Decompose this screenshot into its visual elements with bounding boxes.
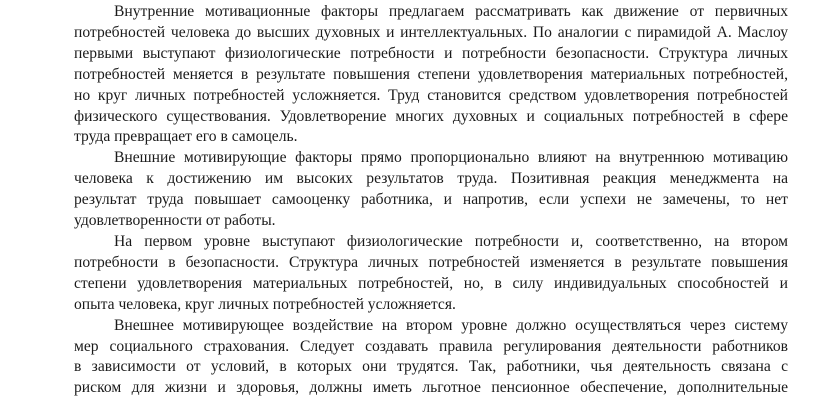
paragraph-4 [34, 316, 788, 400]
paragraph-2 [34, 148, 788, 232]
text-line: но круг личных потребностей усложняется. Труд становится средством удовлетворения потребностей [74, 86, 788, 104]
text-line: первыми выступают физиологические потребности и потребности безопасности. Структура личных [74, 44, 788, 62]
text-line: результат труда повышает самооценку работника, и напротив, если успехи не замечены, то нет [74, 191, 788, 209]
paragraph-3 [34, 232, 788, 316]
text-line: риском для жизни и здоровья, должны иметь льготное пенсионное обеспечение, дополнительные [74, 379, 788, 397]
text-line: Внутренние мотивационные факторы предлагаем рассматривать как движение от первичных [114, 3, 788, 20]
text-line: На первом уровне выступают физиологические потребности и, соответственно, на втором [114, 232, 788, 250]
text-line: потребностей меняется в результате повышения степени удовлетворения материальных потребностей, [74, 65, 788, 83]
text-line: в зависимости от условий, в которых они трудятся. Так, работники, чья деятельность связана с [74, 358, 788, 376]
text-line: человека к достижению им высоких результатов труда. Позитивная реакция менеджмента на [74, 170, 788, 188]
text-line: опыта человека, круг личных потребностей усложняется. [74, 295, 456, 313]
text-line: труда превращает его в самоцель. [74, 128, 298, 146]
paragraph-1 [34, 2, 788, 148]
text-line: удовлетворенности от работы. [74, 212, 276, 230]
text-line: Внешние мотивирующие факторы прямо пропорционально влияют на внутреннюю мотивацию [114, 149, 788, 167]
text-line: Внешнее мотивирующее воздействие на втором уровне должно осуществляться через систему [114, 316, 788, 334]
text-line: степени удовлетворения материальных потребностей, но, в силу индивидуальных способностей и [74, 274, 788, 292]
text-line: потребности в безопасности. Структура личных потребностей изменяется в результате повышения [74, 253, 788, 271]
text-line: физического существования. Удовлетворение многих духовных и социальных потребностей в сфере [74, 107, 788, 125]
text-line: потребностей человека до высших духовных и интеллектуальных. По аналогии с пирамидой А. Маслоу [74, 23, 788, 41]
text-line: мер социального страхования. Следует создавать правила регулирования деятельности работников [74, 337, 788, 355]
